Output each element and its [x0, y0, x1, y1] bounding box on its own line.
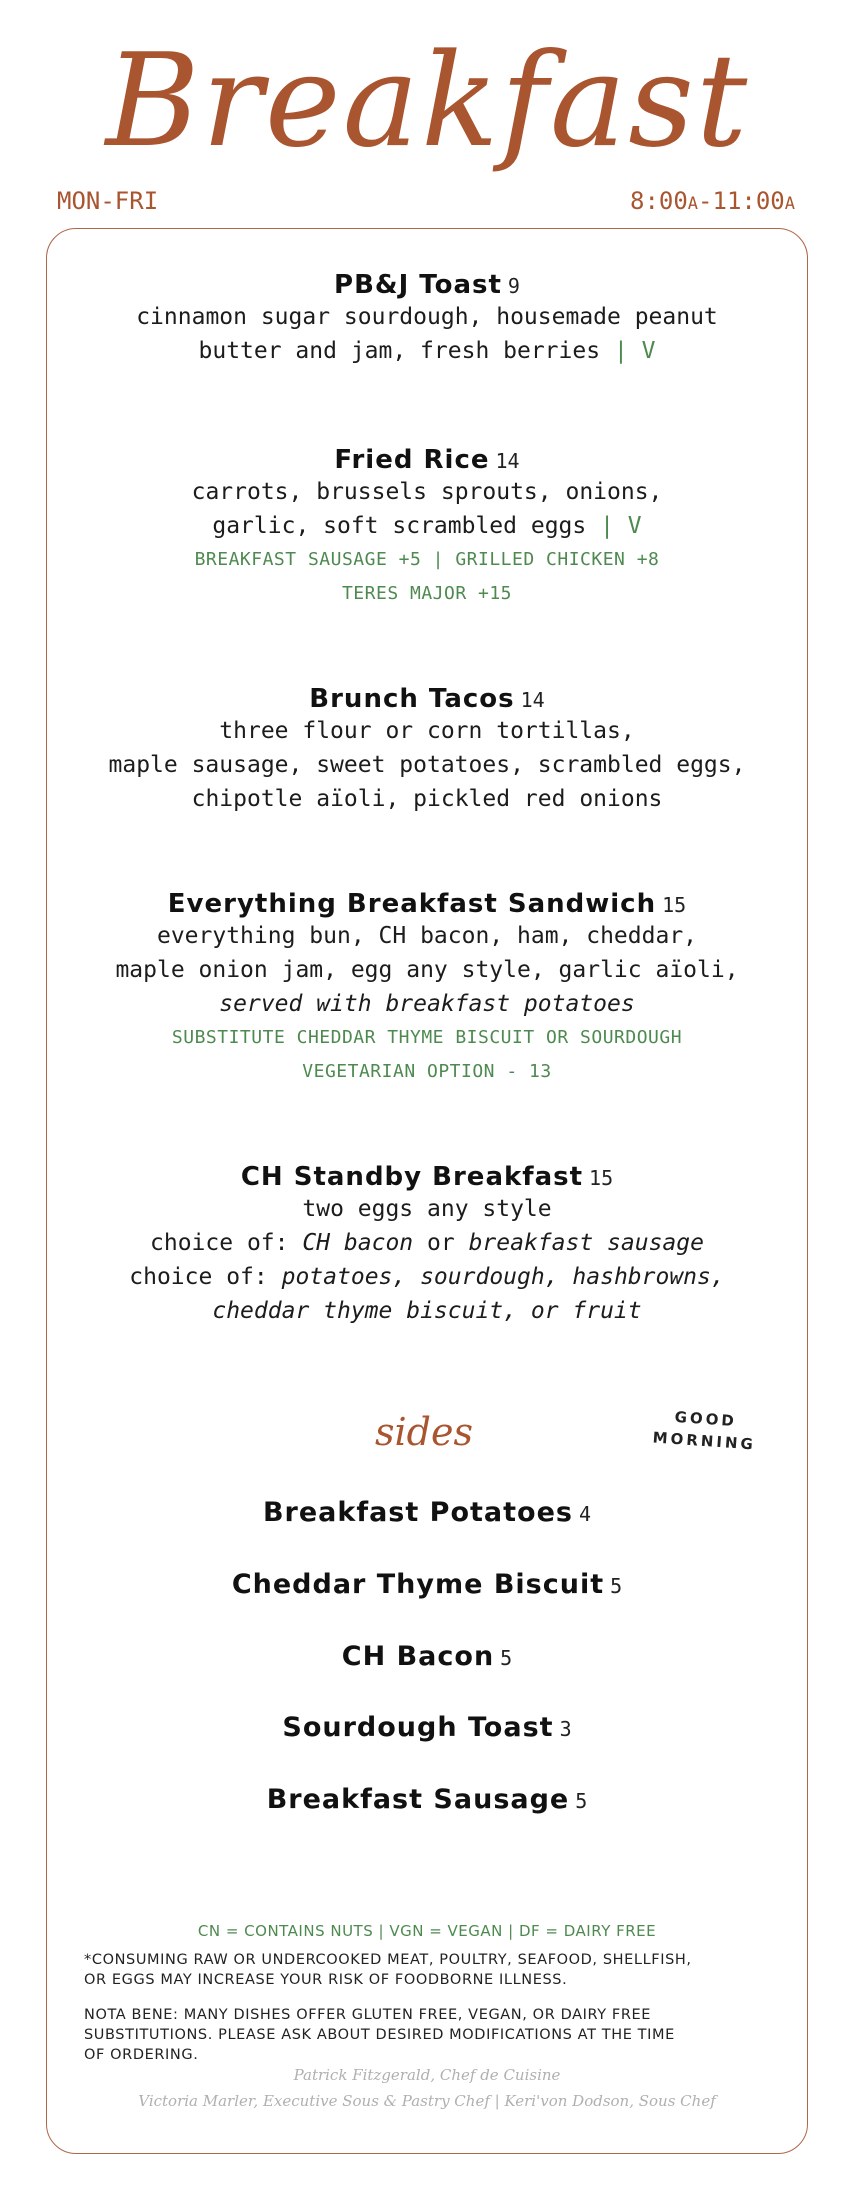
side-name: CH Bacon [341, 1641, 495, 1672]
item-description: cinnamon sugar sourdough, housemade peanut [136, 304, 718, 330]
item-price: 14 [520, 688, 545, 712]
side-price: 3 [559, 1717, 572, 1741]
item-description: maple sausage, sweet potatoes, scrambled eggs, [108, 752, 746, 778]
item-description: choice of: CH bacon or breakfast sausage [150, 1230, 704, 1256]
menu-title: Breakfast [105, 27, 750, 176]
item-name: CH Standby Breakfast [240, 1162, 584, 1192]
item-description: two eggs any style [302, 1196, 552, 1222]
chef-credit: Patrick Fitzgerald, Chef de Cuisine [293, 2066, 561, 2084]
dietary-legend: CN = CONTAINS NUTS | VGN = VEGAN | DF = DAIRY FREE [197, 1922, 657, 1940]
side-name: Breakfast Sausage [266, 1784, 570, 1815]
side-name: Breakfast Potatoes [262, 1497, 573, 1528]
item-addons: SUBSTITUTE CHEDDAR THYME BISCUIT OR SOURDOUGH [171, 1027, 683, 1048]
vegetarian-tag: | V [613, 338, 656, 364]
item-description: everything bun, CH bacon, ham, cheddar, [156, 923, 698, 949]
item-name: Brunch Tacos [309, 684, 515, 714]
menu-item-everything-sandwich [46, 889, 808, 1089]
item-addons: TERES MAJOR +15 [341, 583, 513, 604]
item-description: maple onion jam, egg any style, garlic aïoli, [115, 957, 739, 983]
item-description: cheddar thyme biscuit, or fruit [212, 1298, 642, 1324]
service-hours: 8:00A-11:00A [630, 187, 795, 215]
side-item-sourdough [46, 1712, 808, 1743]
side-name: Cheddar Thyme Biscuit [231, 1569, 605, 1600]
side-name: Sourdough Toast [282, 1712, 554, 1743]
side-item-sausage [46, 1784, 808, 1815]
item-price: 15 [662, 893, 687, 917]
item-name: PB&J Toast [334, 270, 502, 300]
item-name: Fried Rice [334, 445, 490, 475]
side-item-biscuit [46, 1569, 808, 1600]
side-item-potatoes [46, 1497, 808, 1528]
item-addons: BREAKFAST SAUSAGE +5 | GRILLED CHICKEN +8 [194, 549, 660, 570]
item-description: carrots, brussels sprouts, onions, [191, 479, 663, 505]
item-addons: VEGETARIAN OPTION - 13 [302, 1061, 552, 1082]
item-description: garlic, soft scrambled eggs | V [212, 513, 642, 539]
menu-item-fried-rice [46, 445, 808, 611]
service-days: MON-FRI [57, 187, 159, 215]
item-price: 9 [507, 274, 520, 298]
item-description: butter and jam, fresh berries | V [198, 338, 656, 364]
staff-credit: Victoria Marler, Executive Sous & Pastry Chef | Keri'von Dodson, Sous Chef [138, 2092, 716, 2110]
item-name: Everything Breakfast Sandwich [167, 889, 657, 919]
nota-bene: NOTA BENE: MANY DISHES OFFER GLUTEN FREE, VEGAN, OR DAIRY FREE SUBSTITUTIONS. PLEASE ASK ABOUT DESIRED MODIFICATIONS AT THE TIME OF ORDERING. [84, 2007, 675, 2063]
item-price: 14 [495, 449, 520, 473]
item-price: 15 [589, 1166, 614, 1190]
side-price: 5 [575, 1789, 588, 1813]
side-price: 4 [578, 1502, 592, 1526]
item-description: three flour or corn tortillas, [219, 718, 635, 744]
item-description: chipotle aïoli, pickled red onions [191, 786, 663, 812]
food-safety-warning: *CONSUMING RAW OR UNDERCOOKED MEAT, POULTRY, SEAFOOD, SHELLFISH, OR EGGS MAY INCREASE YOUR RISK OF FOODBORNE ILLNESS. [84, 1952, 692, 1988]
item-description: served with breakfast potatoes [219, 991, 635, 1017]
side-price: 5 [610, 1574, 623, 1598]
menu-item-ch-standby [46, 1162, 808, 1328]
item-description: choice of: potatoes, sourdough, hashbrowns, [129, 1264, 725, 1290]
vegetarian-tag: | V [600, 513, 642, 539]
good-morning-badge: GOOD MORNING [652, 1407, 757, 1454]
side-price: 5 [500, 1646, 513, 1670]
menu-item-brunch-tacos [46, 684, 808, 816]
menu-item-pbj-toast [46, 270, 808, 368]
side-item-bacon [46, 1641, 808, 1672]
sides-heading: sides [375, 1410, 473, 1454]
